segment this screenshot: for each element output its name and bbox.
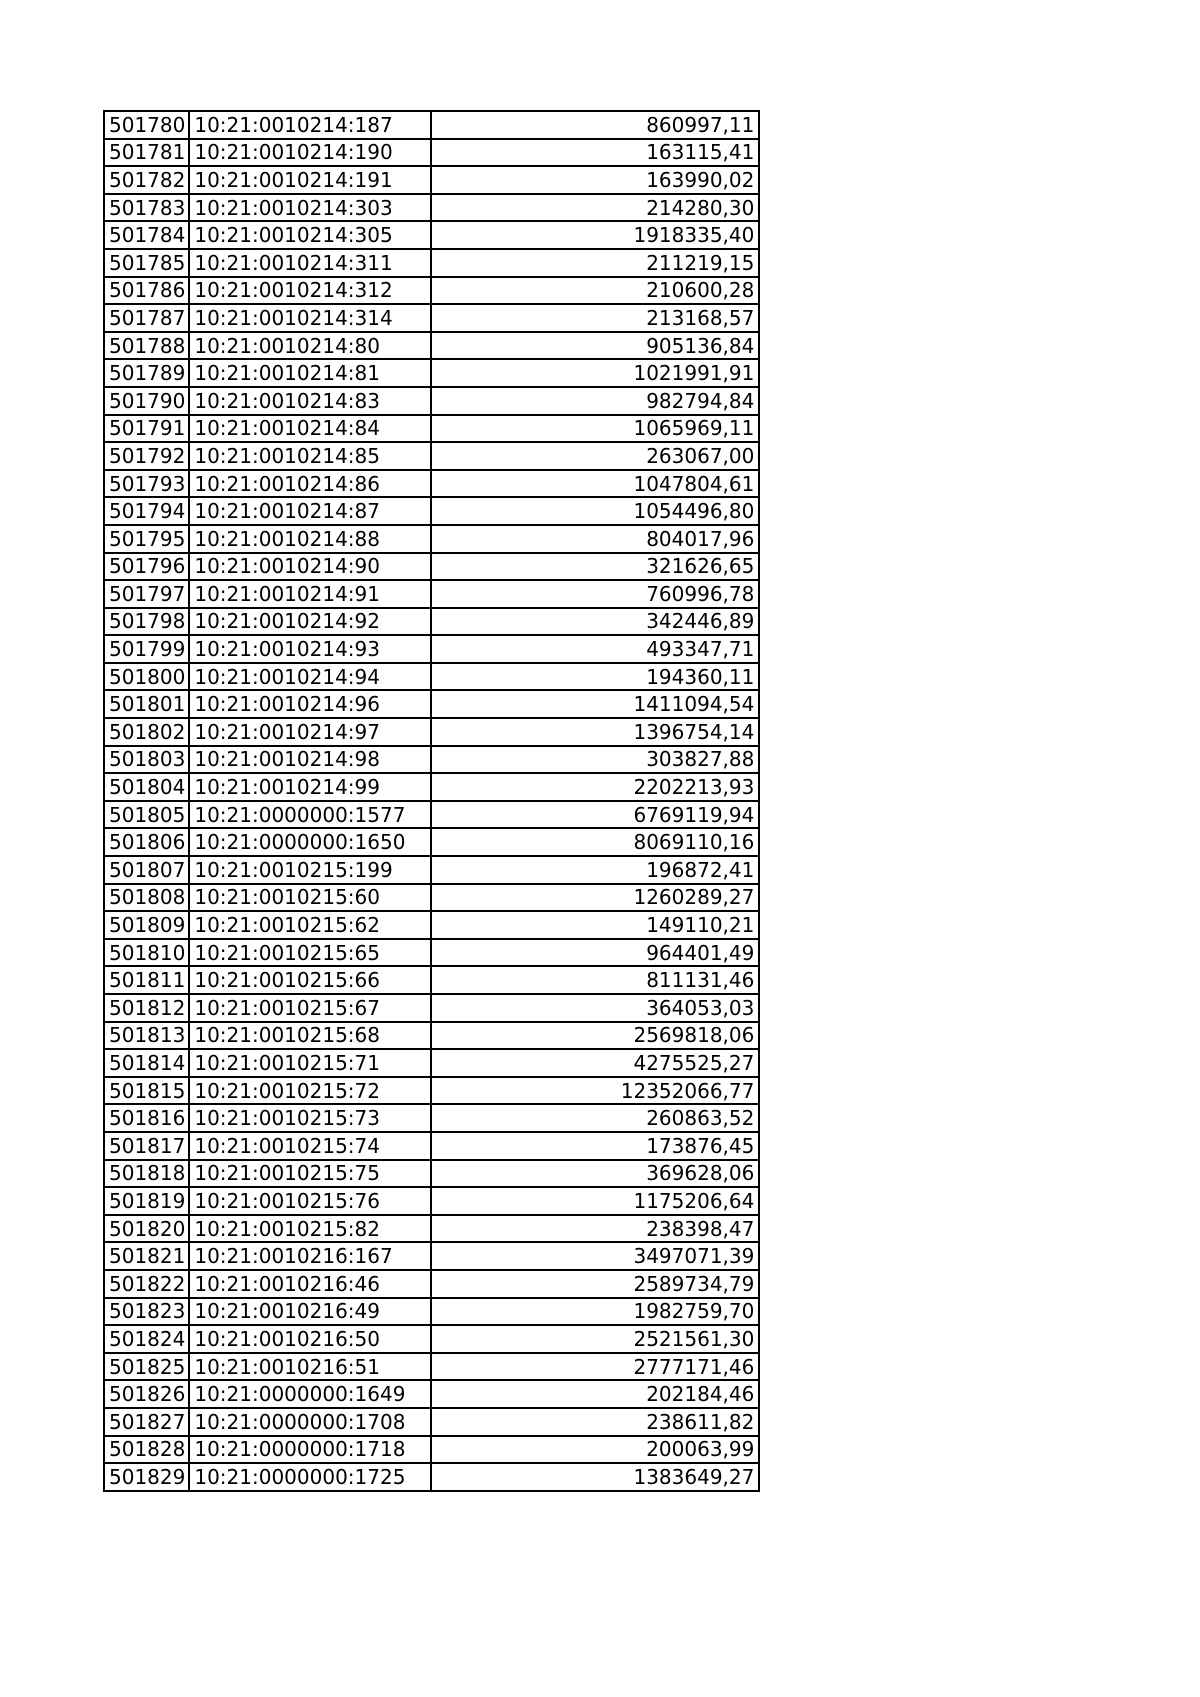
value-cell: 1982759,70	[431, 1298, 759, 1326]
table-row	[104, 690, 759, 718]
value-cell: 173876,45	[431, 1132, 759, 1160]
row-id-cell: 501781	[104, 139, 189, 167]
row-id-cell: 501816	[104, 1104, 189, 1132]
value-cell: 6769119,94	[431, 801, 759, 829]
value-cell: 804017,96	[431, 525, 759, 553]
table-row	[104, 304, 759, 332]
table-row	[104, 359, 759, 387]
table-row	[104, 1408, 759, 1436]
data-table	[103, 110, 760, 1492]
table-row	[104, 801, 759, 829]
table-row	[104, 221, 759, 249]
table-row	[104, 1132, 759, 1160]
value-cell: 149110,21	[431, 911, 759, 939]
table-row	[104, 497, 759, 525]
cadastral-number-cell: 10:21:0010214:314	[189, 304, 431, 332]
row-id-cell: 501824	[104, 1325, 189, 1353]
cadastral-number-cell: 10:21:0010214:190	[189, 139, 431, 167]
value-cell: 163990,02	[431, 166, 759, 194]
cadastral-number-cell: 10:21:0010214:99	[189, 773, 431, 801]
value-cell: 2202213,93	[431, 773, 759, 801]
value-cell: 196872,41	[431, 856, 759, 884]
value-cell: 760996,78	[431, 580, 759, 608]
cadastral-number-cell: 10:21:0010215:75	[189, 1160, 431, 1188]
table-row	[104, 1463, 759, 1491]
table-row	[104, 1049, 759, 1077]
row-id-cell: 501791	[104, 415, 189, 443]
table-row	[104, 442, 759, 470]
table-row	[104, 139, 759, 167]
cadastral-number-cell: 10:21:0000000:1650	[189, 828, 431, 856]
value-cell: 2589734,79	[431, 1270, 759, 1298]
table-row	[104, 718, 759, 746]
row-id-cell: 501783	[104, 194, 189, 222]
cadastral-number-cell: 10:21:0010214:312	[189, 277, 431, 305]
row-id-cell: 501818	[104, 1160, 189, 1188]
cadastral-number-cell: 10:21:0010215:74	[189, 1132, 431, 1160]
table-row	[104, 1022, 759, 1050]
cadastral-number-cell: 10:21:0010215:71	[189, 1049, 431, 1077]
value-cell: 1918335,40	[431, 221, 759, 249]
row-id-cell: 501798	[104, 608, 189, 636]
value-cell: 263067,00	[431, 442, 759, 470]
table-row	[104, 525, 759, 553]
row-id-cell: 501815	[104, 1077, 189, 1105]
cadastral-number-cell: 10:21:0010214:311	[189, 249, 431, 277]
table-row	[104, 994, 759, 1022]
cadastral-number-cell: 10:21:0010214:94	[189, 663, 431, 691]
row-id-cell: 501805	[104, 801, 189, 829]
cadastral-number-cell: 10:21:0000000:1708	[189, 1408, 431, 1436]
cadastral-number-cell: 10:21:0010215:66	[189, 966, 431, 994]
table-row	[104, 1270, 759, 1298]
row-id-cell: 501822	[104, 1270, 189, 1298]
row-id-cell: 501809	[104, 911, 189, 939]
cadastral-number-cell: 10:21:0000000:1725	[189, 1463, 431, 1491]
cadastral-number-cell: 10:21:0010216:51	[189, 1353, 431, 1381]
value-cell: 8069110,16	[431, 828, 759, 856]
table-row	[104, 580, 759, 608]
value-cell: 194360,11	[431, 663, 759, 691]
table-row	[104, 608, 759, 636]
value-cell: 369628,06	[431, 1160, 759, 1188]
row-id-cell: 501801	[104, 690, 189, 718]
value-cell: 982794,84	[431, 387, 759, 415]
table-row	[104, 1436, 759, 1464]
row-id-cell: 501820	[104, 1215, 189, 1243]
cadastral-number-cell: 10:21:0000000:1649	[189, 1380, 431, 1408]
cadastral-number-cell: 10:21:0010215:76	[189, 1187, 431, 1215]
cadastral-number-cell: 10:21:0010216:49	[189, 1298, 431, 1326]
value-cell: 2521561,30	[431, 1325, 759, 1353]
value-cell: 860997,11	[431, 111, 759, 139]
row-id-cell: 501825	[104, 1353, 189, 1381]
cadastral-number-cell: 10:21:0010214:91	[189, 580, 431, 608]
row-id-cell: 501823	[104, 1298, 189, 1326]
row-id-cell: 501782	[104, 166, 189, 194]
table-row	[104, 856, 759, 884]
row-id-cell: 501789	[104, 359, 189, 387]
cadastral-number-cell: 10:21:0010216:50	[189, 1325, 431, 1353]
row-id-cell: 501828	[104, 1436, 189, 1464]
cadastral-number-cell: 10:21:0010215:60	[189, 884, 431, 912]
value-cell: 3497071,39	[431, 1242, 759, 1270]
value-cell: 811131,46	[431, 966, 759, 994]
row-id-cell: 501794	[104, 497, 189, 525]
value-cell: 214280,30	[431, 194, 759, 222]
row-id-cell: 501788	[104, 332, 189, 360]
value-cell: 493347,71	[431, 635, 759, 663]
value-cell: 2777171,46	[431, 1353, 759, 1381]
value-cell: 1021991,91	[431, 359, 759, 387]
value-cell: 1260289,27	[431, 884, 759, 912]
table-row	[104, 470, 759, 498]
row-id-cell: 501829	[104, 1463, 189, 1491]
value-cell: 238611,82	[431, 1408, 759, 1436]
value-cell: 260863,52	[431, 1104, 759, 1132]
table-row	[104, 166, 759, 194]
table-row	[104, 553, 759, 581]
row-id-cell: 501787	[104, 304, 189, 332]
row-id-cell: 501819	[104, 1187, 189, 1215]
cadastral-number-cell: 10:21:0010215:67	[189, 994, 431, 1022]
table-row	[104, 1104, 759, 1132]
cadastral-number-cell: 10:21:0010215:72	[189, 1077, 431, 1105]
cadastral-number-cell: 10:21:0010214:87	[189, 497, 431, 525]
cadastral-number-cell: 10:21:0010214:92	[189, 608, 431, 636]
cadastral-number-cell: 10:21:0010215:62	[189, 911, 431, 939]
row-id-cell: 501810	[104, 939, 189, 967]
row-id-cell: 501808	[104, 884, 189, 912]
value-cell: 1065969,11	[431, 415, 759, 443]
row-id-cell: 501785	[104, 249, 189, 277]
row-id-cell: 501802	[104, 718, 189, 746]
row-id-cell: 501811	[104, 966, 189, 994]
table-row	[104, 746, 759, 774]
value-cell: 202184,46	[431, 1380, 759, 1408]
row-id-cell: 501780	[104, 111, 189, 139]
table-row	[104, 332, 759, 360]
row-id-cell: 501800	[104, 663, 189, 691]
cadastral-number-cell: 10:21:0010214:81	[189, 359, 431, 387]
row-id-cell: 501821	[104, 1242, 189, 1270]
value-cell: 1383649,27	[431, 1463, 759, 1491]
row-id-cell: 501792	[104, 442, 189, 470]
row-id-cell: 501817	[104, 1132, 189, 1160]
cadastral-number-cell: 10:21:0010216:167	[189, 1242, 431, 1270]
table-row	[104, 828, 759, 856]
value-cell: 342446,89	[431, 608, 759, 636]
row-id-cell: 501786	[104, 277, 189, 305]
table-row	[104, 884, 759, 912]
cadastral-number-cell: 10:21:0010214:83	[189, 387, 431, 415]
cadastral-number-cell: 10:21:0010214:96	[189, 690, 431, 718]
table-row	[104, 966, 759, 994]
table-row	[104, 1353, 759, 1381]
cadastral-number-cell: 10:21:0010214:90	[189, 553, 431, 581]
cadastral-number-cell: 10:21:0010214:80	[189, 332, 431, 360]
cadastral-number-cell: 10:21:0010215:73	[189, 1104, 431, 1132]
table-row	[104, 387, 759, 415]
value-cell: 1396754,14	[431, 718, 759, 746]
cadastral-number-cell: 10:21:0010215:68	[189, 1022, 431, 1050]
row-id-cell: 501804	[104, 773, 189, 801]
cadastral-number-cell: 10:21:0010214:88	[189, 525, 431, 553]
value-cell: 364053,03	[431, 994, 759, 1022]
cadastral-number-cell: 10:21:0010214:191	[189, 166, 431, 194]
value-cell: 2569818,06	[431, 1022, 759, 1050]
table-row	[104, 1325, 759, 1353]
table-row	[104, 1160, 759, 1188]
cadastral-number-cell: 10:21:0010214:86	[189, 470, 431, 498]
row-id-cell: 501807	[104, 856, 189, 884]
table-row	[104, 1298, 759, 1326]
row-id-cell: 501826	[104, 1380, 189, 1408]
row-id-cell: 501795	[104, 525, 189, 553]
cadastral-number-cell: 10:21:0010215:82	[189, 1215, 431, 1243]
value-cell: 303827,88	[431, 746, 759, 774]
value-cell: 1054496,80	[431, 497, 759, 525]
cadastral-number-cell: 10:21:0010214:93	[189, 635, 431, 663]
cadastral-number-cell: 10:21:0010216:46	[189, 1270, 431, 1298]
row-id-cell: 501813	[104, 1022, 189, 1050]
value-cell: 1047804,61	[431, 470, 759, 498]
table-row	[104, 911, 759, 939]
cadastral-number-cell: 10:21:0010214:187	[189, 111, 431, 139]
cadastral-number-cell: 10:21:0010214:85	[189, 442, 431, 470]
table-row	[104, 635, 759, 663]
cadastral-number-cell: 10:21:0010214:305	[189, 221, 431, 249]
value-cell: 200063,99	[431, 1436, 759, 1464]
table-row	[104, 1380, 759, 1408]
cadastral-number-cell: 10:21:0010214:98	[189, 746, 431, 774]
cadastral-number-cell: 10:21:0010214:84	[189, 415, 431, 443]
row-id-cell: 501803	[104, 746, 189, 774]
table-row	[104, 249, 759, 277]
table-row	[104, 1215, 759, 1243]
row-id-cell: 501806	[104, 828, 189, 856]
table-row	[104, 773, 759, 801]
table-body	[104, 111, 759, 1491]
cadastral-number-cell: 10:21:0010215:65	[189, 939, 431, 967]
table-row	[104, 415, 759, 443]
row-id-cell: 501790	[104, 387, 189, 415]
value-cell: 213168,57	[431, 304, 759, 332]
value-cell: 210600,28	[431, 277, 759, 305]
table-row	[104, 1077, 759, 1105]
value-cell: 964401,49	[431, 939, 759, 967]
row-id-cell: 501812	[104, 994, 189, 1022]
table-row	[104, 663, 759, 691]
value-cell: 163115,41	[431, 139, 759, 167]
cadastral-number-cell: 10:21:0010214:303	[189, 194, 431, 222]
row-id-cell: 501799	[104, 635, 189, 663]
row-id-cell: 501827	[104, 1408, 189, 1436]
value-cell: 4275525,27	[431, 1049, 759, 1077]
cadastral-number-cell: 10:21:0010215:199	[189, 856, 431, 884]
row-id-cell: 501793	[104, 470, 189, 498]
value-cell: 321626,65	[431, 553, 759, 581]
value-cell: 1175206,64	[431, 1187, 759, 1215]
table-row	[104, 1187, 759, 1215]
value-cell: 12352066,77	[431, 1077, 759, 1105]
value-cell: 211219,15	[431, 249, 759, 277]
row-id-cell: 501797	[104, 580, 189, 608]
cadastral-number-cell: 10:21:0000000:1718	[189, 1436, 431, 1464]
table-row	[104, 277, 759, 305]
cadastral-number-cell: 10:21:0010214:97	[189, 718, 431, 746]
value-cell: 238398,47	[431, 1215, 759, 1243]
table-row	[104, 939, 759, 967]
cadastral-number-cell: 10:21:0000000:1577	[189, 801, 431, 829]
row-id-cell: 501796	[104, 553, 189, 581]
table-row	[104, 1242, 759, 1270]
row-id-cell: 501814	[104, 1049, 189, 1077]
table-row	[104, 194, 759, 222]
value-cell: 1411094,54	[431, 690, 759, 718]
value-cell: 905136,84	[431, 332, 759, 360]
row-id-cell: 501784	[104, 221, 189, 249]
table-row	[104, 111, 759, 139]
